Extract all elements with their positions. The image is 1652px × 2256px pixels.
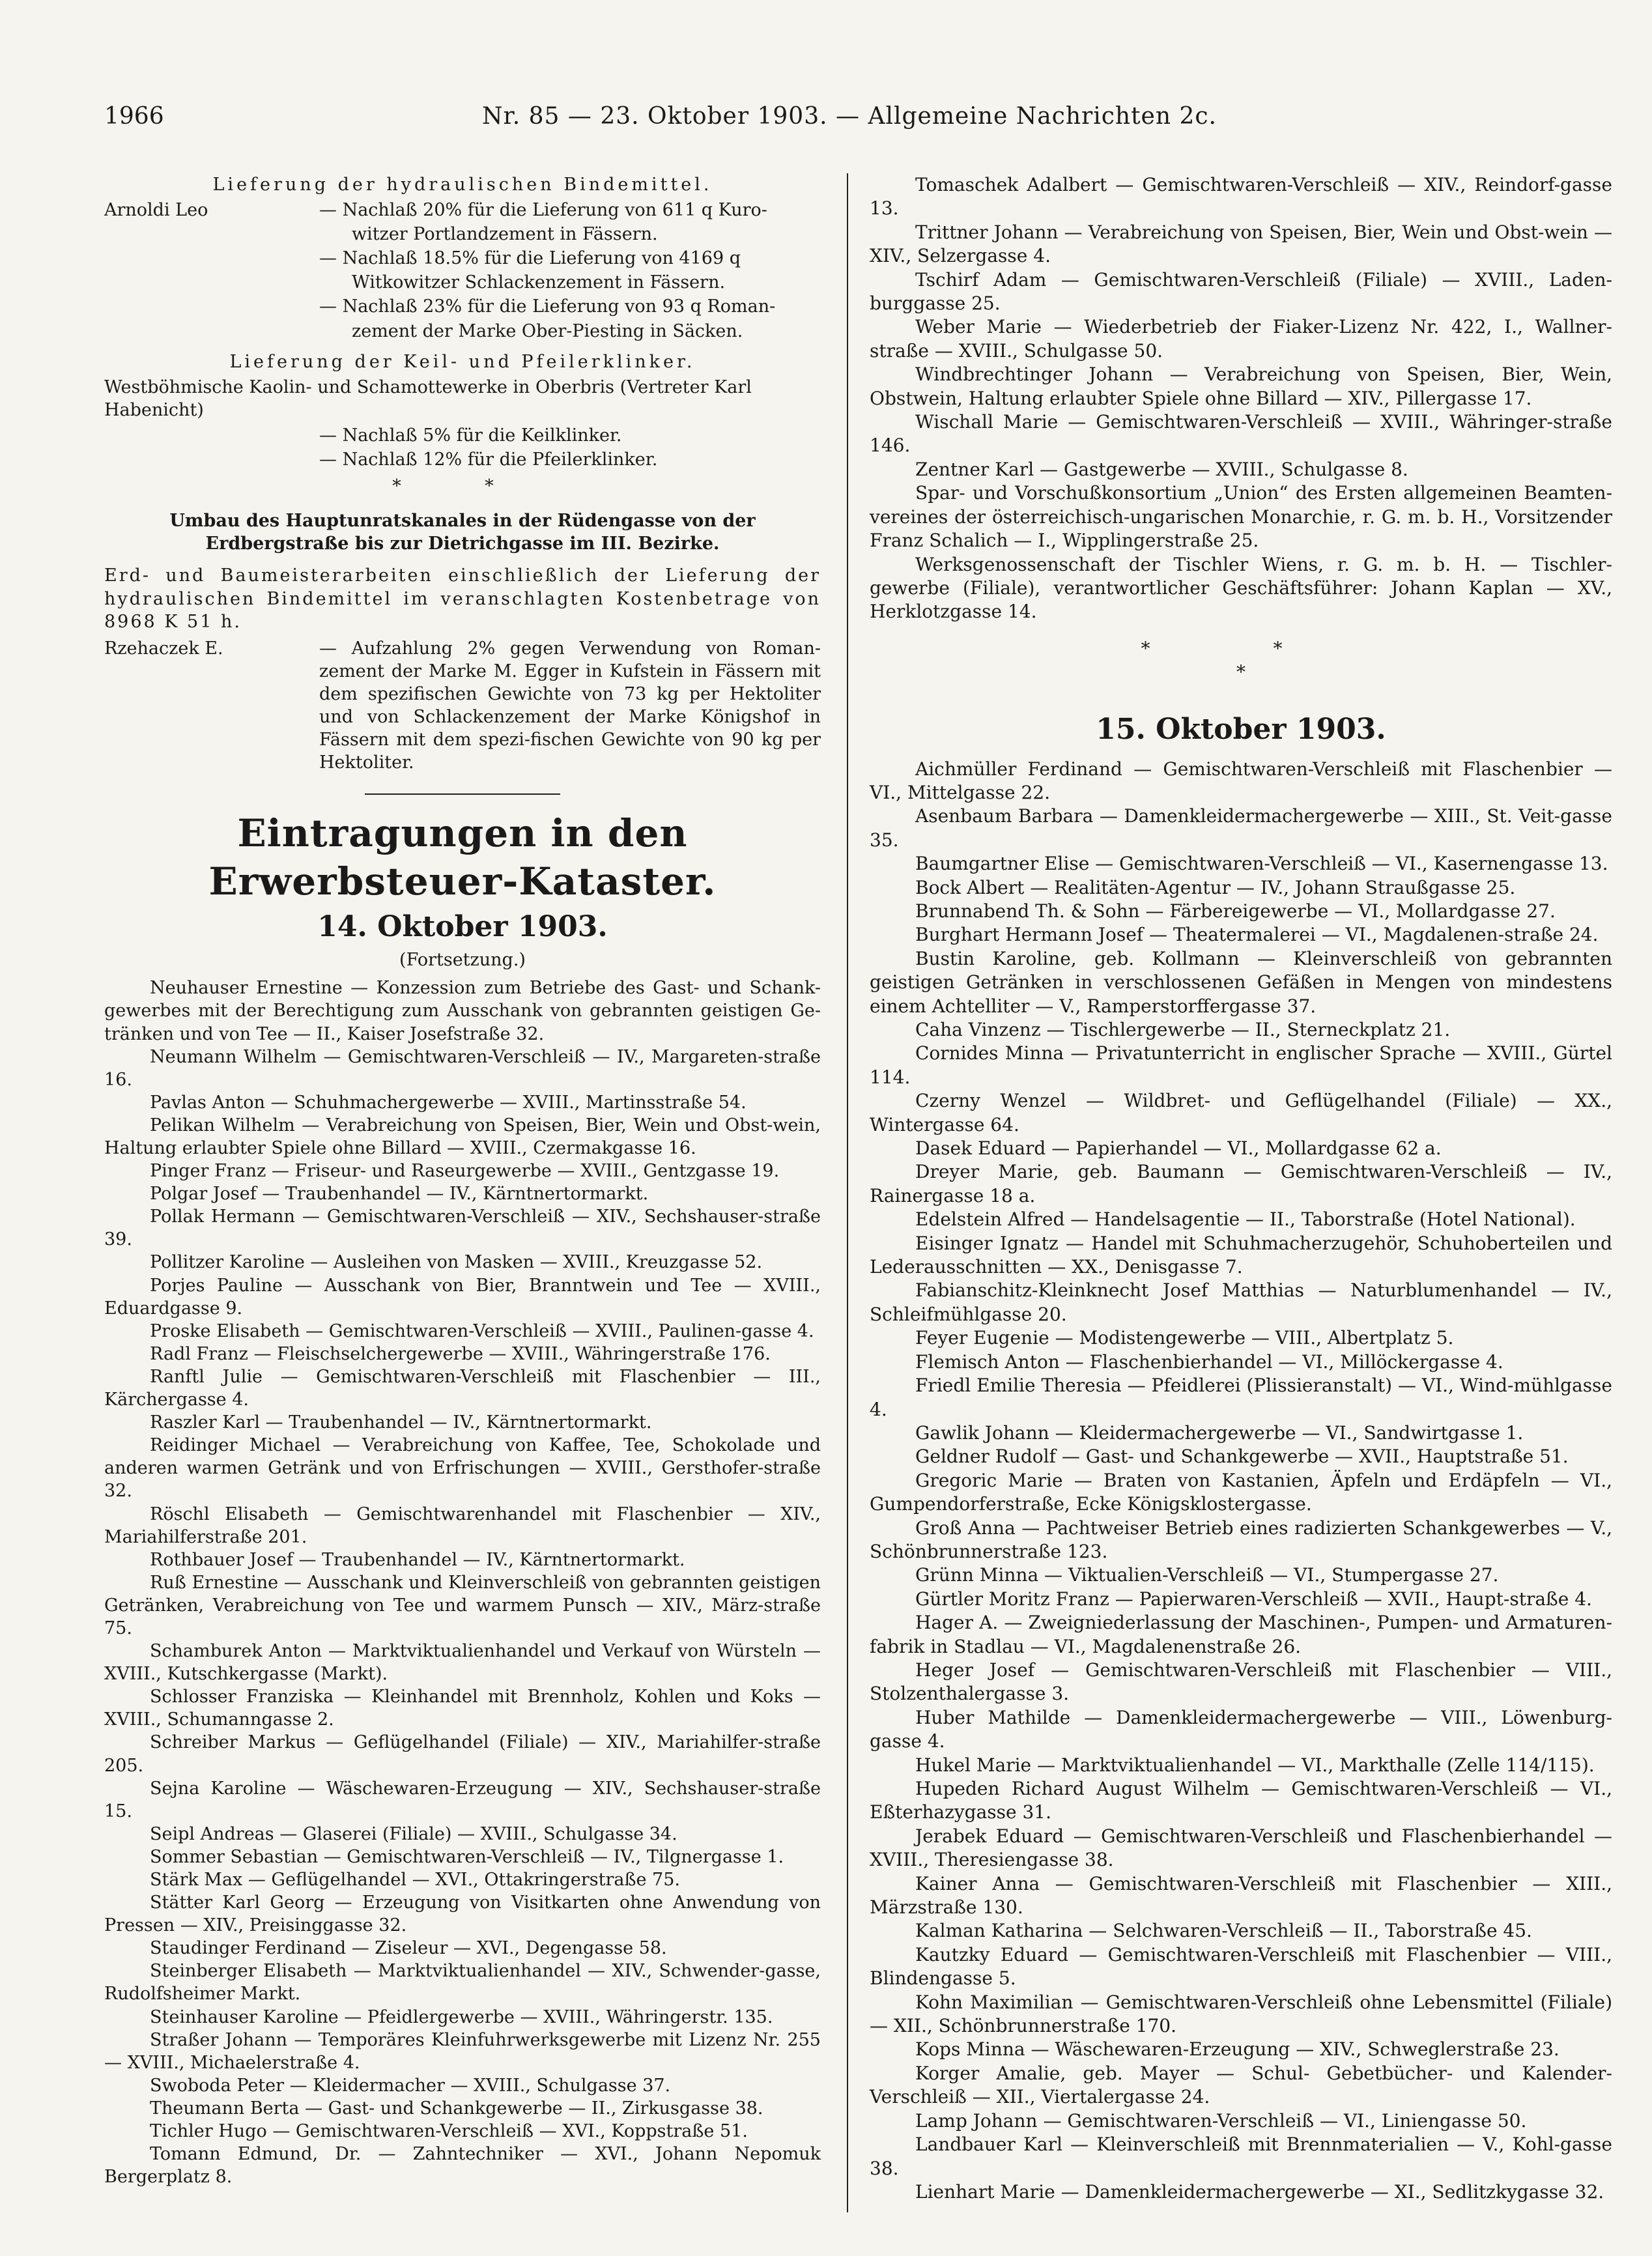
register-entry: Swoboda Peter — Kleidermacher — XVIII., Schulgasse 37. [150,2075,671,2096]
register-entry: Kainer Anna — Gemischtwaren-Verschleiß mit Flaschenbier — XIII., Märzstraße 130. [870,1872,1612,1919]
register-entry: Groß Anna — Pachtweiser Betrieb eines radizierten Schankgewerbes — V., Schönbrunnerstraße 123. [870,1517,1612,1562]
register-entry: Pavlas Anton — Schuhmachergewerbe — XVIII., Martinsstraße 54. [150,1092,747,1113]
register-entry: Steinhauser Karoline — Pfeidlergewerbe — XVIII., Währingerstr. 135. [150,2006,773,2027]
issue-line: Nr. 85 — 23. Oktober 1903. — Allgemeine Nachrichten 2c. [482,103,1218,130]
erd-text: Erd- und Baumeisterarbeiten einschließlich der Lieferung der hydraulischen Bindemittel im veranschlagten Kostenbetrage von 8968 K 51 h. [104,565,821,632]
register-entry: Feyer Eugenie — Modistengewerbe — VIII., Albertplatz 5. [915,1327,1454,1349]
separator-star: * [1236,661,1246,683]
register-entry: Kohn Maximilian — Gemischtwaren-Verschleiß ohne Lebensmittel (Filiale) — XII., Schönbrunnerstraße 170. [870,1991,1612,2037]
register-entry: Weber Marie — Wiederbetrieb der Fiaker-Lizenz Nr. 422, I., Wallner-straße — XVIII., Schulgasse 50. [870,316,1612,362]
register-entry: Hukel Marie — Marktviktualienhandel — VI., Markthalle (Zelle 114/115). [915,1754,1595,1776]
bid-line: — Nachlaß 20% für die Lieferung von 611 q Kuro- [319,200,767,221]
bid-line: — Nachlaß 5% für die Keilklinker. [319,425,622,446]
register-entry: Tomann Edmund, Dr. — Zahntechniker — XVI., Johann Nepomuk Bergerplatz 8. [104,2144,821,2188]
register-entry: Pelikan Wilhelm — Verabreichung von Speisen, Bier, Wein und Obst-wein, Haltung erlaubter Spiele ohne Billard — XVIII., Czermakgasse 16. [104,1115,821,1158]
register-entry: Stärk Max — Geflügelhandel — XVI., Ottakringerstraße 75. [150,1870,680,1890]
register-entry: Straßer Johann — Temporäres Kleinfuhrwerksgewerbe mit Lizenz Nr. 255 — XVIII., Michaelerstraße 4. [104,2029,821,2073]
page-header [104,98,1622,137]
bid-line: — Nachlaß 12% für die Pfeilerklinker. [319,450,658,470]
register-entry: Pollak Hermann — Gemischtwaren-Verschleiß — XIV., Sechshauser-straße 39. [104,1207,821,1250]
register-entry: Fabianschitz-Kleinknecht Josef Matthias — Naturblumenhandel — IV., Schleifmühlgasse 20. [870,1279,1612,1325]
register-entry: Kautzky Eduard — Gemischtwaren-Verschleiß mit Flaschenbier — VIII., Blindengasse 5. [870,1943,1612,1990]
register-entry: Wischall Marie — Gemischtwaren-Verschleiß — XVIII., Währinger-straße 146. [870,411,1612,457]
register-entry: Schlosser Franziska — Kleinhandel mit Brennholz, Kohlen und Koks — XVIII., Schumanngasse 2. [104,1687,821,1730]
register-entry: Schamburek Anton — Marktviktualienhandel und Verkauf von Würsteln — XVIII., Kutschkergasse (Markt). [104,1641,821,1685]
separator-stars: * * [392,476,533,497]
bidder-name: Rzehaczek E. [104,638,223,659]
register-entry: Zentner Karl — Gastgewerbe — XVIII., Schulgasse 8. [915,458,1408,480]
register-entry: Staudinger Ferdinand — Ziseleur — XVI., Degengasse 58. [150,1938,667,1959]
bid-line: witzer Portlandzement in Fässern. [352,224,658,245]
register-entry: Neuhauser Ernestine — Konzession zum Betriebe des Gast- und Schank-gewerbes mit der Berechtigung zum Ausschank von gebrannten geistigen Ge-tränken und von Tee — II., Kaiser Josefstraße 32. [104,978,821,1044]
register-entry: Spar- und Vorschußkonsortium „Union“ des Ersten allgemeinen Beamten-vereines der österreichisch-ungarischen Monarchie, r. G. m. b. H., Vorsitzender Franz Schalich — I., Wipplingerstraße 25. [870,482,1612,552]
bid-line: — Nachlaß 18.5% für die Lieferung von 4169 q [319,248,741,269]
register-entry: Werksgenossenschaft der Tischler Wiens, r. G. m. b. H. — Tischler-gewerbe (Filiale), verantwortlicher Geschäftsführer: Johann Kaplan — XV., Herklotzgasse 14. [870,553,1612,623]
register-entry: Gregoric Marie — Braten von Kastanien, Äpfeln und Erdäpfeln — VI., Gumpendorferstraße, Ecke Königsklostergasse. [870,1469,1612,1515]
register-entry: Baumgartner Elise — Gemischtwaren-Verschleiß — VI., Kasernengasse 13. [915,853,1608,875]
bid-line: — Nachlaß 23% für die Lieferung von 93 q Roman- [319,296,776,317]
register-entry: Czerny Wenzel — Wildbret- und Geflügelhandel (Filiale) — XX., Wintergasse 64. [870,1090,1612,1135]
date-heading-14: 14. Oktober 1903. [317,910,608,944]
register-entry: Korger Amalie, geb. Mayer — Schul- Gebetbücher- und Kalender-Verschleiß — XII., Viertalergasse 24. [870,2062,1612,2108]
register-entry: Neumann Wilhelm — Gemischtwaren-Verschleiß — IV., Margareten-straße 16. [104,1046,821,1090]
register-entry: Gawlik Johann — Kleidermachergewerbe — VI., Sandwirtgasse 1. [915,1421,1524,1444]
register-entry: Pinger Franz — Friseur- und Raseurgewerbe — XVIII., Gentzgasse 19. [150,1161,780,1182]
register-entry: Caha Vinzenz — Tischlergewerbe — II., Sterneckplatz 21. [915,1019,1451,1040]
register-entry: Eisinger Ignatz — Handel mit Schuhmacherzugehör, Schuhoberteilen und Lederausschnitten — XX., Denisgasse 7. [870,1232,1612,1278]
register-entry: Lienhart Marie — Damenkleidermachergewerbe — XI., Sedlitzkygasse 32. [915,2180,1604,2203]
register-entry: Hager A. — Zweigniederlassung der Maschinen-, Pumpen- und Armaturen-fabrik in Stadlau — VI., Magdalenenstraße 26. [870,1612,1612,1657]
register-entry: Tomaschek Adalbert — Gemischtwaren-Verschleiß — XIV., Reindorf-gasse 13. [870,174,1612,220]
section-heading-hydraulic: Lieferung der hydraulischen Bindemittel. [212,175,713,195]
register-entry: Sommer Sebastian — Gemischtwaren-Verschleiß — IV., Tilgnergasse 1. [150,1846,784,1867]
register-entry: Cornides Minna — Privatunterricht in englischer Sprache — XVIII., Gürtel 114. [870,1042,1612,1088]
left-column [104,173,821,2188]
register-entry: Tichler Hugo — Gemischtwaren-Verschleiß — XVI., Koppstraße 51. [150,2121,748,2142]
register-entry: Heger Josef — Gemischtwaren-Verschleiß mit Flaschenbier — VIII., Stolzenthalergasse 3. [870,1659,1612,1705]
register-entry: Proske Elisabeth — Gemischtwaren-Verschleiß — XVIII., Paulinen-gasse 4. [150,1321,814,1341]
register-entry: Jerabek Eduard — Gemischtwaren-Verschleiß und Flaschenbierhandel — XVIII., Theresiengasse 38. [870,1825,1612,1871]
register-entry: Tschirf Adam — Gemischtwaren-Verschleiß (Filiale) — XVIII., Laden-burggasse 25. [870,268,1612,315]
entries-list-right [870,758,1612,2205]
arnoldi-row [104,199,821,221]
register-entry: Kalman Katharina — Selchwaren-Verschleiß — II., Taborstraße 45. [915,1920,1532,1942]
column-divider [847,173,848,2212]
register-entry: Rothbauer Josef — Traubenhandel — IV., Kärntnertormarkt. [150,1549,685,1570]
register-entry: Trittner Johann — Verabreichung von Speisen, Bier, Wein und Obst-wein — XIV., Selzergasse 4. [870,221,1612,267]
register-entry: Ranftl Julie — Gemischtwaren-Verschleiß mit Flaschenbier — III., Kärchergasse 4. [104,1366,821,1410]
register-entry: Dreyer Marie, geb. Baumann — Gemischtwaren-Verschleiß — IV., Rainergasse 18 a. [870,1161,1612,1207]
register-entry: Steinberger Elisabeth — Marktviktualienhandel — XIV., Schwender-gasse, Rudolfsheimer Markt. [104,1961,821,2005]
register-entry: Schreiber Markus — Geflügelhandel (Filiale) — XIV., Mariahilfer-straße 205. [104,1732,821,1776]
right-column [870,173,1612,2204]
rzehaczek-row [104,637,821,775]
main-title: Eintragungen in den Erwerbsteuer-Kataster. [208,811,717,904]
register-entry: Bustin Karoline, geb. Kollmann — Kleinverschleiß von gebrannten geistigen Getränken in verschlossenen Gefäßen in Mengen von mindestens einem Achtelliter — V., Ramperstorffergasse 37. [870,947,1612,1017]
divider-rule [365,793,560,795]
register-entry: Windbrechtinger Johann — Verabreichung von Speisen, Bier, Wein, Obstwein, Haltung erlaubter Spiele ohne Billard — XIV., Pillergasse 17. [870,364,1612,409]
register-entry: Pollitzer Karoline — Ausleihen von Masken — XVIII., Kreuzgasse 52. [150,1252,763,1273]
register-entry: Flemisch Anton — Flaschenbierhandel — VI., Millöckergasse 4. [915,1350,1503,1373]
register-entry: Burghart Hermann Josef — Theatermalerei — VI., Magdalenen-straße 24. [915,924,1599,946]
register-entry: Friedl Emilie Theresia — Pfeidlerei (Plissieranstalt) — VI., Wind-mühlgasse 4. [870,1375,1612,1420]
register-entry: Hupeden Richard August Wilhelm — Gemischtwaren-Verschleiß — VI., Eßterhazygasse 31. [870,1778,1612,1823]
register-entry: Raszler Karl — Traubenhandel — IV., Kärntnertormarkt. [150,1412,652,1433]
register-entry: Porjes Pauline — Ausschank von Bier, Branntwein und Tee — XVIII., Eduardgasse 9. [104,1275,821,1319]
register-entry: Stätter Karl Georg — Erzeugung von Visitkarten ohne Anwendung von Pressen — XIV., Preisinggasse 32. [104,1892,821,1936]
register-entry: Dasek Eduard — Papierhandel — VI., Mollardgasse 62 a. [915,1137,1442,1160]
page-number: 1966 [104,103,164,130]
separator-stars: * * [1141,637,1341,659]
register-entry: Polgar Josef — Traubenhandel — IV., Kärntnertormarkt. [150,1184,649,1205]
date-heading-15: 15. Oktober 1903. [1096,712,1386,746]
bid-line: Witkowitzer Schlackenzement in Fässern. [352,272,726,293]
register-entry: Landbauer Karl — Kleinverschleiß mit Brennmaterialien — V., Kohl-gasse 38. [870,2134,1612,2179]
register-entry: Aichmüller Ferdinand — Gemischtwaren-Verschleiß mit Flaschenbier — VI., Mittelgasse 22. [870,758,1612,803]
register-entry: Brunnabend Th. & Sohn — Färbereigewerbe — VI., Mollardgasse 27. [915,900,1556,922]
register-entry: Reidinger Michael — Verabreichung von Kaffee, Tee, Schokolade und anderen warmen Getränk und von Erfrischungen — XVIII., Gersthofer-straße 32. [104,1435,821,1502]
register-entry: Röschl Elisabeth — Gemischtwarenhandel mit Flaschenbier — XIV., Mariahilferstraße 201. [104,1504,821,1547]
register-entry: Seipl Andreas — Glaserei (Filiale) — XVIII., Schulgasse 34. [150,1823,677,1844]
register-entry: Geldner Rudolf — Gast- und Schankgewerbe — XVII., Hauptstraße 51. [915,1446,1569,1468]
register-entry: Lamp Johann — Gemischtwaren-Verschleiß — VI., Liniengasse 50. [915,2109,1527,2132]
section-heading-klinker: Lieferung der Keil- und Pfeilerklinker. [229,351,696,372]
register-entry: Sejna Karoline — Wäschewaren-Erzeugung — XIV., Sechshauser-straße 15. [104,1778,821,1821]
register-entry: Asenbaum Barbara — Damenkleidermachergewerbe — XIII., St. Veit-gasse 35. [870,805,1612,851]
register-entry: Radl Franz — Fleischselchergewerbe — XVIII., Währingerstraße 176. [150,1343,771,1364]
register-entry: Bock Albert — Realitäten-Agentur — IV., Johann Straußgasse 25. [915,876,1516,898]
register-entry: Kops Minna — Wäschewaren-Erzeugung — XIV., Schweglerstraße 23. [915,2038,1559,2061]
bidder-name: Arnoldi Leo [104,200,208,221]
register-entry: Theumann Berta — Gast- und Schankgewerbe — II., Zirkusgasse 38. [150,2098,763,2119]
firm-westboehm: Westböhmische Kaolin- und Schamottewerke in Oberbris (Vertreter Karl Habenicht) [104,377,752,420]
bid-text: — Aufzahlung 2% gegen Verwendung von Roman-zement der Marke M. Egger in Kufstein in Fässern mit dem spezifischen Gewichte von 73 kg per Hektoliter und von Schlackenzement der Marke Königshof in Fässern mit dem spezi-fischen Gewichte von 90 kg per Hektoliter. [319,638,821,773]
continuation-note: (Fortsetzung.) [399,950,526,971]
umbau-heading: Umbau des Hauptunratskanales in der Rüdengasse von der Erdbergstraße bis zur Dietrichgasse im III. Bezirke. [169,511,756,554]
entries-list-right-top [870,173,1612,624]
register-entry: Gürtler Moritz Franz — Papierwaren-Verschleiß — XVII., Haupt-straße 4. [915,1588,1592,1610]
bid-line: zement der Marke Ober-Piesting in Säcken. [352,321,743,341]
entries-list-left [104,977,821,2188]
register-entry: Grünn Minna — Viktualien-Verschleiß — VI., Stumpergasse 27. [915,1564,1499,1586]
register-entry: Edelstein Alfred — Handelsagentie — II., Taborstraße (Hotel National). [915,1208,1576,1231]
register-entry: Huber Mathilde — Damenkleidermachergewerbe — VIII., Löwenburg-gasse 4. [870,1706,1612,1752]
register-entry: Ruß Ernestine — Ausschank und Kleinverschleiß von gebrannten geistigen Getränken, Verabreichung von Tee und warmem Punsch — XIV., März-straße 75. [104,1572,821,1638]
